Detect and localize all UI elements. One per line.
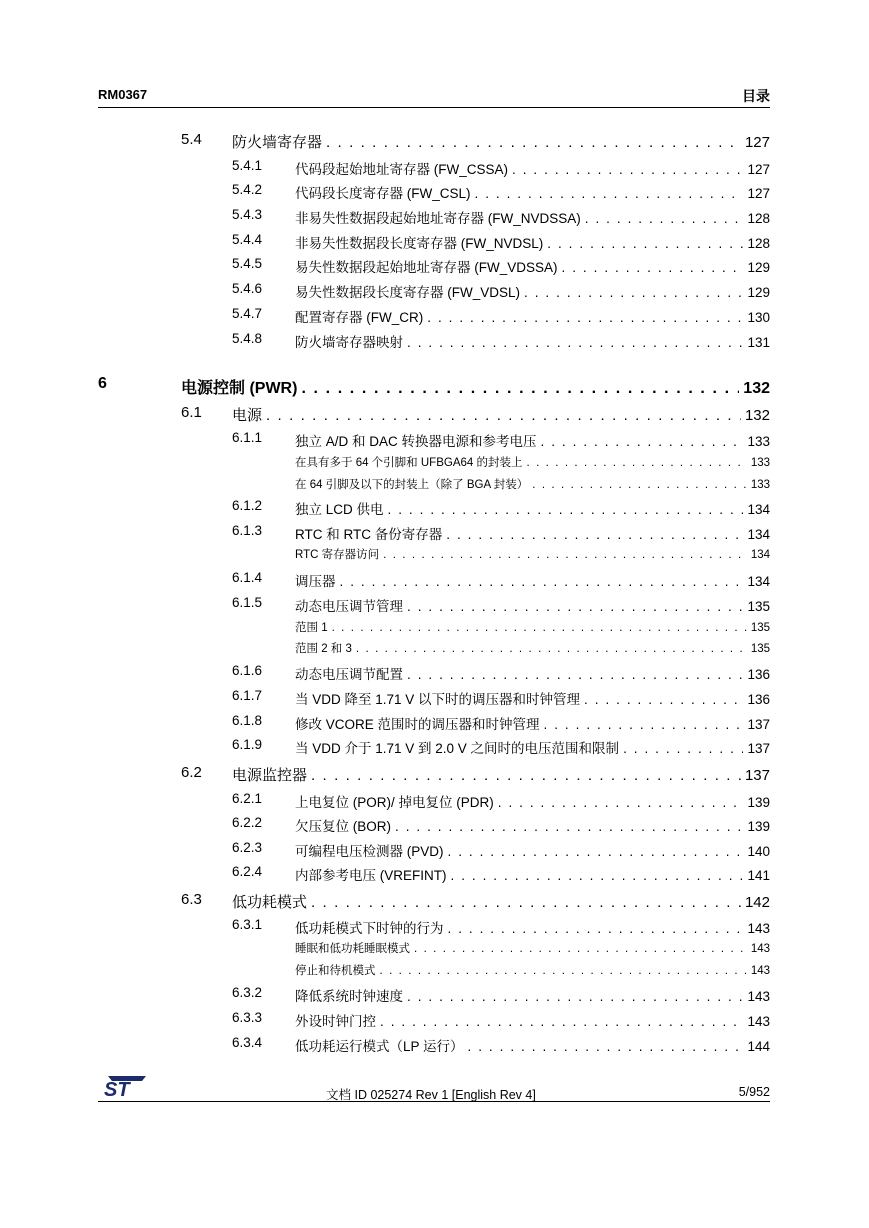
toc-entry-page: 134 [747,502,770,517]
toc-entry[interactable] [232,158,770,178]
toc-entry-number: 5.4.7 [232,306,263,321]
toc-leader-dots [585,211,744,226]
toc-leader-dots [332,622,747,634]
toc-entry-number: 6.2.2 [232,815,263,830]
toc-leader-dots [562,260,744,275]
toc-entry[interactable] [232,430,770,450]
toc-entry-number: 5.4.8 [232,331,263,346]
toc-leader-dots [475,186,744,201]
toc-entry-page: 132 [744,407,770,424]
toc-entry[interactable] [232,331,770,351]
toc-entry-page: 128 [747,211,770,226]
toc-entry[interactable] [232,523,770,543]
toc-entry-number: 6.3.4 [232,1035,263,1050]
toc-entry-page: 129 [747,260,770,275]
toc-entry-title: 非易失性数据段起始地址寄存器 (FW_NVDSSA) [295,211,581,226]
footer-page-number: 5/952 [738,1085,770,1099]
toc-entry-title: 易失性数据段长度寄存器 (FW_VDSL) [295,285,521,300]
toc-entry-page: 127 [747,186,770,201]
toc-leader-dots [526,457,746,469]
toc-entry[interactable] [232,595,770,615]
toc-leader-dots [356,643,747,655]
toc-entry-page: 137 [747,741,770,756]
toc-entry-page: 143 [747,1014,770,1029]
logo-lettering: ST [104,1079,130,1098]
toc-entry-page: 135 [750,622,770,634]
toc-leader-dots [512,162,743,177]
toc-leader-dots [427,310,743,325]
toc-entry[interactable] [232,840,770,860]
toc-leader-dots [311,767,741,784]
toc-leader-dots [407,667,743,682]
toc-entry[interactable] [295,476,770,492]
toc-leader-dots [380,965,747,977]
toc-leader-dots [448,844,744,859]
toc-entry-title: 电源 [232,407,263,424]
toc-entry-number: 5.4.3 [232,207,263,222]
toc-entry-number: 6.1.3 [232,523,263,538]
toc-entry-title: 当 VDD 介于 1.71 V 到 2.0 V 之间时的电压范围和限制 [295,741,620,756]
toc-entry-title: 在 64 引脚及以下的封装上（除了 BGA 封装） [295,479,529,491]
toc-entry[interactable] [232,791,770,811]
toc-entry[interactable] [295,454,770,470]
toc-entry[interactable] [232,663,770,683]
toc-leader-dots [395,819,743,834]
toc-entry[interactable] [181,764,770,785]
toc-entry-title: 低功耗模式下时钟的行为 [295,921,444,936]
toc-entry-page: 128 [747,236,770,251]
toc-entry[interactable] [295,619,770,635]
toc-entry-title: 电源监控器 [232,767,308,784]
toc-entry-number: 6.2.4 [232,864,263,879]
toc-entry-title: 当 VDD 降至 1.71 V 以下时的调压器和时钟管理 [295,692,581,707]
toc-leader-dots [383,549,747,561]
toc-leader-dots [498,795,744,810]
toc-entry-title: 修改 VCORE 范围时的调压器和时钟管理 [295,717,540,732]
toc-entry-number: 6.2.3 [232,840,263,855]
toc-leader-dots [584,692,743,707]
toc-entry[interactable] [295,640,770,656]
toc-entry[interactable] [181,404,770,425]
toc-entry-page: 137 [747,717,770,732]
toc-entry-title: 在具有多于 64 个引脚和 UFBGA64 的封装上 [295,457,523,469]
toc-entry[interactable] [181,891,770,912]
toc-entry-number: 6.3.1 [232,917,263,932]
toc-entry[interactable] [232,1010,770,1030]
toc-entry-title: 范围 1 [295,622,328,634]
toc-entry-page: 137 [744,767,770,784]
toc-leader-dots [407,599,743,614]
toc-leader-dots [301,380,739,398]
toc-leader-dots [544,717,744,732]
toc-entry-page: 144 [747,1039,770,1054]
toc-entry[interactable] [232,815,770,835]
toc-leader-dots [451,868,744,883]
toc-entry-number: 6.1.8 [232,713,263,728]
toc-entry-title: 独立 LCD 供电 [295,502,384,517]
toc-leader-dots [623,741,743,756]
toc-leader-dots [311,894,741,911]
toc-entry-number: 6.2 [181,764,202,781]
toc-entry-title: 上电复位 (POR)/ 掉电复位 (PDR) [295,795,494,810]
toc-entry[interactable] [232,182,770,202]
toc-entry-number: 6.3 [181,891,202,908]
toc-entry-page: 143 [747,989,770,1004]
toc-entry-page: 139 [747,795,770,810]
toc-entry[interactable] [232,985,770,1005]
toc-entry-page: 131 [747,335,770,350]
toc-entry[interactable] [232,688,770,708]
toc-entry-title: 动态电压调节配置 [295,667,403,682]
toc-entry-number: 5.4.1 [232,158,263,173]
toc-entry[interactable] [232,207,770,227]
toc-entry[interactable] [295,940,770,956]
toc-entry[interactable] [295,962,770,978]
page-header-section: 目录 [742,88,770,104]
toc-entry-page: 127 [744,134,770,151]
toc-entry-page: 133 [750,479,770,491]
toc-entry-number: 6.2.1 [232,791,263,806]
toc-entry-title: 动态电压调节管理 [295,599,403,614]
toc-leader-dots [388,502,744,517]
toc-entry-title: 易失性数据段起始地址寄存器 (FW_VDSSA) [295,260,558,275]
toc-entry-page: 127 [747,162,770,177]
toc-entry-number: 5.4.2 [232,182,263,197]
toc-entry-number: 6.1 [181,404,202,421]
toc-entry-number: 6.1.7 [232,688,263,703]
toc-leader-dots [524,285,743,300]
toc-entry-title: 睡眠和低功耗睡眠模式 [295,943,410,955]
toc-entry[interactable] [232,737,770,757]
toc-entry-page: 136 [747,692,770,707]
toc-entry[interactable] [232,864,770,884]
toc-leader-dots [266,407,741,424]
toc-entry-title: 低功耗模式 [232,894,308,911]
toc-entry[interactable] [232,232,770,252]
toc-entry-number: 6.1.5 [232,595,263,610]
toc-entry-number: 6.3.2 [232,985,263,1000]
toc-leader-dots [547,236,743,251]
toc-entry[interactable] [232,306,770,326]
toc-entry-number: 6.1.2 [232,498,263,513]
toc-entry-title: 代码段起始地址寄存器 (FW_CSSA) [295,162,509,177]
toc-entry-page: 135 [750,643,770,655]
toc-entry-number: 5.4 [181,131,202,148]
toc-leader-dots [446,527,743,542]
toc-entry-number: 6 [98,375,107,392]
toc-entry[interactable] [232,1035,770,1055]
toc-leader-dots [407,989,743,1004]
toc-entry-title: RTC 寄存器访问 [295,549,380,561]
st-logo-icon [100,1076,146,1098]
toc-entry-page: 130 [747,310,770,325]
toc-entry-page: 129 [747,285,770,300]
toc-entry[interactable] [98,375,770,398]
footer-doc-id: 文档 ID 025274 Rev 1 [English Rev 4] [326,1088,536,1102]
toc-entry-number: 6.3.3 [232,1010,263,1025]
toc-entry-page: 135 [747,599,770,614]
toc-leader-dots [414,943,747,955]
toc-entry-title: 降低系统时钟速度 [295,989,403,1004]
toc-entry-title: 防火墙寄存器映射 [295,335,403,350]
page-header-doc-code: RM0367 [98,87,148,102]
toc-entry-title: 外设时钟门控 [295,1014,376,1029]
toc-entry-page: 134 [747,527,770,542]
toc-entry-title: 内部参考电压 (VREFINT) [295,868,447,883]
toc-entry-page: 140 [747,844,770,859]
toc-entry-title: 电源控制 (PWR) [181,380,298,397]
toc-leader-dots [532,479,747,491]
toc-entry-page: 139 [747,819,770,834]
toc-entry-page: 133 [750,457,770,469]
toc-entry-page: 143 [747,921,770,936]
toc-entry-page: 132 [743,380,770,397]
toc-leader-dots [340,574,744,589]
toc-entry-number: 5.4.5 [232,256,263,271]
toc-entry-title: 可编程电压检测器 (PVD) [295,844,444,859]
toc-entry[interactable] [181,131,770,152]
header-rule [98,107,770,108]
toc-entry-title: RTC 和 RTC 备份寄存器 [295,527,443,542]
toc-entry-title: 低功耗运行模式（LP 运行） [295,1039,464,1054]
toc-entry[interactable] [232,281,770,301]
toc-entry[interactable] [232,713,770,733]
toc-entry-page: 141 [747,868,770,883]
toc-entry-title: 代码段长度寄存器 (FW_CSL) [295,186,471,201]
toc-leader-dots [380,1014,743,1029]
toc-entry-title: 防火墙寄存器 [232,134,323,151]
toc-leader-dots [468,1039,744,1054]
toc-entry-title: 配置寄存器 (FW_CR) [295,310,424,325]
toc-entry-page: 136 [747,667,770,682]
toc-leader-dots [326,134,741,151]
toc-entry-title: 调压器 [295,574,336,589]
toc-leader-dots [541,434,744,449]
toc-entry-number: 5.4.6 [232,281,263,296]
toc-entry-number: 6.1.6 [232,663,263,678]
toc-entry-title: 范围 2 和 3 [295,643,352,655]
toc-entry-number: 6.1.1 [232,430,263,445]
toc-entry-number: 5.4.4 [232,232,263,247]
toc-entry-page: 143 [750,965,770,977]
toc-entry-page: 143 [750,943,770,955]
toc-entry-page: 142 [744,894,770,911]
toc-entry[interactable] [232,917,770,937]
toc-entry[interactable] [232,498,770,518]
toc-entry-title: 停止和待机模式 [295,965,376,977]
toc-entry[interactable] [232,570,770,590]
toc-entry-number: 6.1.4 [232,570,263,585]
toc-leader-dots [448,921,744,936]
toc-entry-page: 133 [747,434,770,449]
toc-entry-page: 134 [750,549,770,561]
toc-entry-title: 非易失性数据段长度寄存器 (FW_NVDSL) [295,236,544,251]
toc-entry-page: 134 [747,574,770,589]
toc-entry-title: 独立 A/D 和 DAC 转换器电源和参考电压 [295,434,537,449]
toc-leader-dots [407,335,743,350]
toc-entry-number: 6.1.9 [232,737,263,752]
toc-entry[interactable] [232,256,770,276]
toc-entry[interactable] [295,546,770,562]
toc-entry-title: 欠压复位 (BOR) [295,819,391,834]
